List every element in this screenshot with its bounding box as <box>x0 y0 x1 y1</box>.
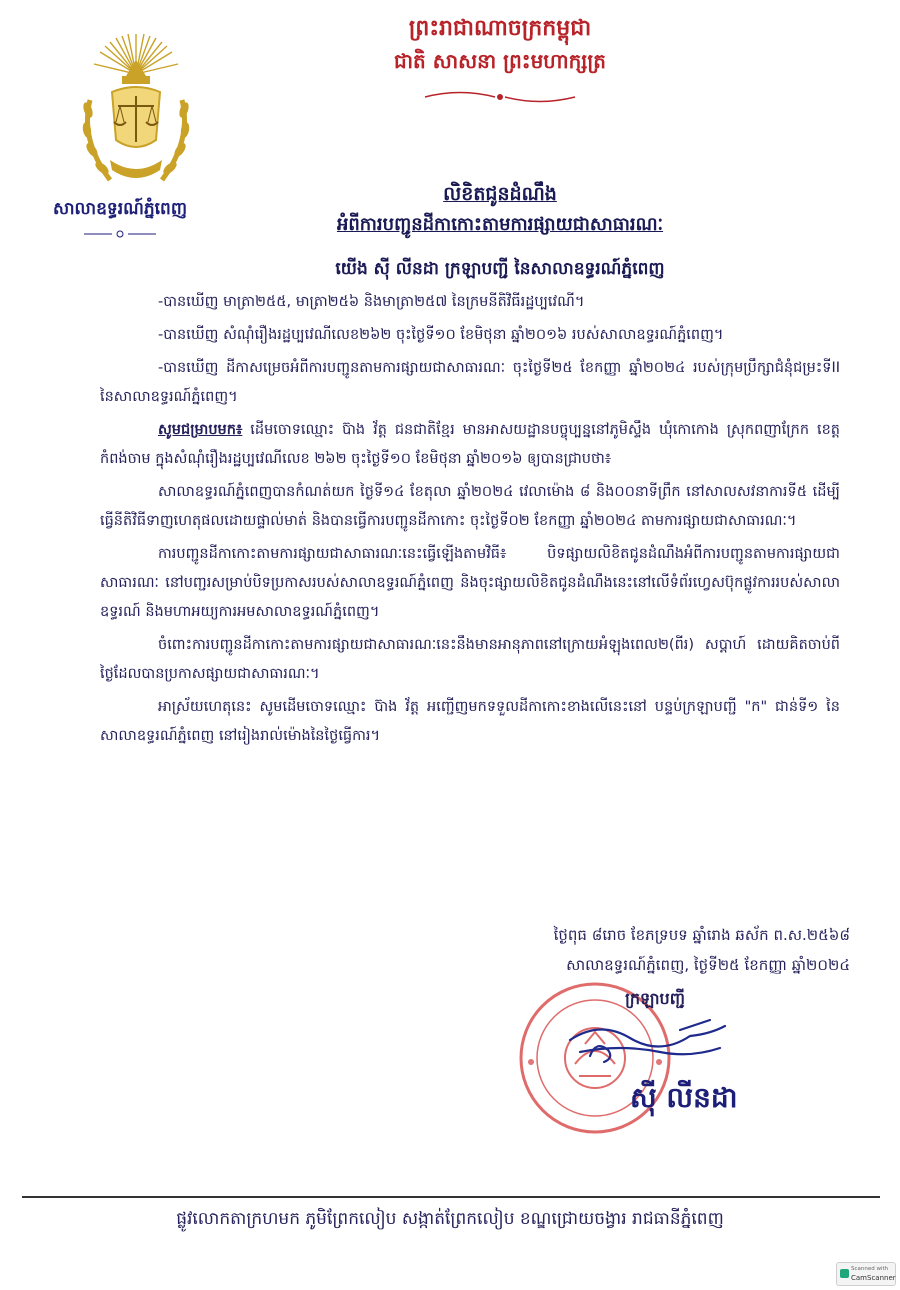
footer-divider <box>22 1196 880 1198</box>
ornament-divider-icon <box>415 88 585 106</box>
document-title: លិខិតជូនដំណឹង <box>443 183 557 205</box>
signer-role: ក្រឡាបញ្ជី <box>625 989 685 1008</box>
national-motto: ជាតិ សាសនា ព្រះមហាក្សត្រ <box>394 49 606 73</box>
body-paragraph-4: អាស្រ័យហេតុនេះ សូមដើមចោទឈ្មោះ ប៊ាង វ័ត្ត អញ្ជើញមកទទួលដីកាកោះខាងលើនេះនៅ បន្ទប់ក្រឡាបញ្ជី "ក" ជាន់ទី១ នៃសាលាឧទ្ធរណ៍ភ្នំពេញ នៅរៀងរាល់ម៉ោងនៃថ្ងៃធ្វើការ។ <box>100 699 840 744</box>
lunar-date: ថ្ងៃពុធ ៨រោច ខែភទ្របទ ឆ្នាំរោង ឆស័ក ព.ស.២៥៦៨ <box>553 926 850 944</box>
seen-clause-2: -បានឃើញ សំណុំរឿងរដ្ឋប្បវេណីលេខ២៦២ ចុះថ្ងៃទី១០ ខែមិថុនា ឆ្នាំ២០១៦ របស់សាលាឧទ្ធរណ៍ភ្នំពេញ។ <box>158 327 724 343</box>
body-paragraph-2: ការបញ្ជូនដីកាកោះតាមការផ្សាយជាសាធារណៈនេះធ្វើឡើងតាមវិធី៖ បិទផ្សាយលិខិតជូនដំណឹងអំពីការបញ្ជូនតាមការផ្សាយជាសាធារណៈ នៅបញ្ជរសម្រាប់បិទប្រកាសរបស់សាលាឧទ្ធរណ៍ភ្នំពេញ និងចុះផ្សាយលិខិតជូនដំណឹងនេះនៅលើទំព័រហ្វេសប៊ុកផ្លូវការរបស់សាលាឧទ្ធរណ៍ និងមហាអយ្យការអមសាលាឧទ្ធរណ៍ភ្នំពេញ។ <box>100 546 840 620</box>
document-subtitle: អំពីការបញ្ជូនដីកាកោះតាមការផ្សាយជាសាធារណៈ <box>336 214 664 235</box>
signer-name: ស៊ី លីនដា <box>630 1081 738 1114</box>
seen-clause-1: -បានឃើញ មាត្រា២៥៥, មាត្រា២៥៦ និងមាត្រា២៥៧ នៃក្រមនីតិវិធីរដ្ឋប្បវេណី។ <box>158 294 585 310</box>
solar-date: សាលាឧទ្ធរណ៍ភ្នំពេញ, ថ្ងៃទី២៥ ខែកញ្ញា ឆ្នាំ២០២៤ <box>566 956 850 974</box>
body-paragraph-3: ចំពោះការបញ្ជូនដីកាកោះតាមការផ្សាយជាសាធារណៈនេះនឹងមានអានុភាពនៅក្រោយអំឡុងពេល២(ពីរ) សប្តាហ៍ ដោយគិតចាប់ពីថ្ងៃដែលបានប្រកាសផ្សាយជាសាធារណៈ។ <box>100 637 840 682</box>
seen-clause-3: -បានឃើញ ដីកាសម្រេចអំពីការបញ្ជូនតាមការផ្សាយជាសាធារណៈ ចុះថ្ងៃទី២៥ ខែកញ្ញា ឆ្នាំ២០២៤ របស់ក្រុមប្រឹក្សាជំនុំជម្រះទីII នៃសាលាឧទ្ធរណ៍ភ្នំពេញ។ <box>100 360 840 405</box>
body-paragraph-1: សាលាឧទ្ធរណ៍ភ្នំពេញបានកំណត់យក ថ្ងៃទី១៤ ខែតុលា ឆ្នាំ២០២៤ វេលាម៉ោង ៨ និង០០នាទីព្រឹក នៅសាលសវនាការទី៥ ដើម្បីធ្វើនីតិវិធីទាញហេតុផលដោយផ្ទាល់មាត់ និងបានធ្វើការបញ្ជូនដីកាកោះ ចុះថ្ងៃទី០២ ខែកញ្ញា ឆ្នាំ២០២៤ តាមការផ្សាយជាសាធារណៈ។ <box>100 484 840 529</box>
scanner-badge-brand: CamScanner <box>851 1274 896 1282</box>
handwritten-signature-icon <box>560 1000 730 1080</box>
scanner-badge-caption: Scanned with <box>851 1266 889 1272</box>
camscanner-logo-icon <box>840 1269 849 1278</box>
notify-paragraph <box>100 416 840 474</box>
issuer-line: យើង ស៊ី លីនដា ក្រឡាបញ្ជី នៃសាលាឧទ្ធរណ៍ភ្នំពេញ <box>335 259 665 279</box>
court-emblem-icon <box>70 30 202 198</box>
court-name: សាលាឧទ្ធរណ៍ភ្នំពេញ <box>52 199 188 219</box>
kingdom-heading: ព្រះរាជាណាចក្រកម្ពុជា <box>408 16 592 41</box>
camscanner-badge <box>836 1262 896 1286</box>
notify-label: សូមជម្រាបមក៖ <box>158 422 243 438</box>
notify-text: ដើមចោទឈ្មោះ ប៊ាង វ័ត្ត ជនជាតិខ្មែរ មានអាសយដ្ឋានបច្ចុប្បន្ននៅភូមិស្ទឹង ឃុំកោកោង ស្រុកពញាក្រែក ខេត្តកំពង់ចាម ក្នុងសំណុំរឿងរដ្ឋប្បវេណីលេខ ២៦២ ចុះថ្ងៃទី១០ ខែមិថុនា ឆ្នាំ២០១៦ ឲ្យបានជ្រាបថា៖ <box>100 422 840 467</box>
footer-address: ផ្លូវលោកតាក្រហមក ភូមិព្រែកលៀប សង្កាត់ព្រែកលៀប ខណ្ឌជ្រោយចង្វារ រាជធានីភ្នំពេញ <box>176 1209 724 1229</box>
document-body <box>100 288 840 755</box>
ornament-divider-icon <box>82 228 158 240</box>
